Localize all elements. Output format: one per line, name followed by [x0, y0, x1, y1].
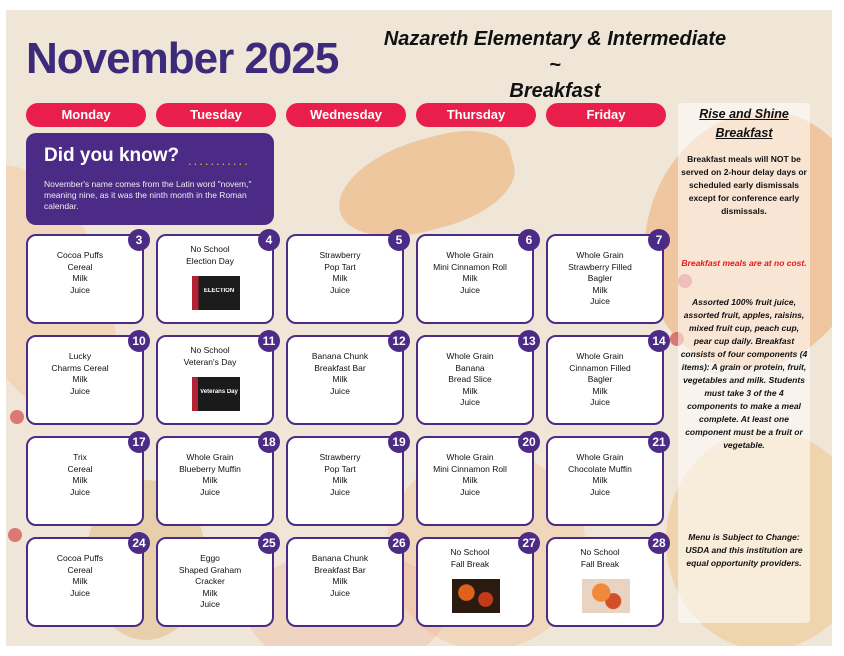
- menu-line: Breakfast Bar: [314, 362, 366, 373]
- calendar-day-cell: [26, 436, 144, 526]
- calendar-day-cell: [546, 436, 664, 526]
- menu-line: Whole Grain: [446, 351, 494, 361]
- day-number-badge: 5: [388, 229, 410, 251]
- menu-line: Eggo: [200, 553, 220, 563]
- calendar-day-cell: [546, 335, 664, 425]
- day-number-badge: 21: [648, 431, 670, 453]
- menu-items: [422, 452, 518, 498]
- menu-line: Juice: [590, 296, 610, 306]
- day-header-wednesday: Wednesday: [286, 103, 406, 127]
- menu-line: Cocoa Puffs: [56, 250, 104, 260]
- menu-line: Juice: [70, 486, 90, 497]
- menu-items: [162, 553, 258, 611]
- menu-line: Mini Cinnamon Roll: [433, 463, 507, 474]
- menu-line: Cereal: [67, 564, 93, 575]
- day-number-badge: 26: [388, 532, 410, 554]
- month-title: November 2025: [26, 34, 339, 83]
- menu-items: [292, 351, 388, 397]
- sidebar-no-cost-note: Breakfast meals are at no cost.: [681, 258, 807, 268]
- menu-line: Strawberry: [319, 452, 361, 462]
- day-header-tuesday: Tuesday: [156, 103, 276, 127]
- did-you-know-title: Did you know?: [44, 145, 180, 166]
- berry-decoration: [8, 528, 22, 542]
- calendar-day-cell: [286, 335, 404, 425]
- menu-line: Milk: [72, 273, 88, 283]
- menu-items: [162, 452, 258, 498]
- calendar-day-cell: [546, 234, 664, 324]
- menu-line: Cinnamon Filled: [569, 362, 631, 373]
- menu-line: Chocolate Muffin: [568, 463, 632, 474]
- menu-line: No School: [580, 547, 620, 557]
- menu-line: Election Day: [186, 255, 234, 266]
- menu-items: [422, 547, 518, 570]
- menu-line: Whole Grain: [576, 250, 624, 260]
- day-header-monday: Monday: [26, 103, 146, 127]
- autumn-leaves-image: [582, 579, 630, 613]
- menu-line: Bagler: [587, 273, 613, 283]
- did-you-know-box: [26, 133, 274, 225]
- menu-line: Juice: [330, 587, 350, 598]
- day-number-badge: 3: [128, 229, 150, 251]
- menu-line: Milk: [72, 576, 88, 586]
- menu-line: Whole Grain: [576, 452, 624, 462]
- day-header-friday: Friday: [546, 103, 666, 127]
- menu-line: Banana: [455, 362, 485, 373]
- menu-line: Fall Break: [450, 558, 490, 569]
- calendar-day-cell: [156, 234, 274, 324]
- menu-line: Juice: [330, 486, 350, 497]
- menu-line: Banana Chunk: [311, 351, 369, 361]
- menu-line: Milk: [332, 374, 348, 384]
- menu-line: Milk: [462, 273, 478, 283]
- day-number-badge: 10: [128, 330, 150, 352]
- menu-line: Cracker: [195, 576, 225, 586]
- day-number-badge: 25: [258, 532, 280, 554]
- menu-line: Juice: [460, 397, 480, 407]
- day-number-badge: 27: [518, 532, 540, 554]
- menu-line: Juice: [330, 284, 350, 295]
- menu-line: Charms Cereal: [51, 362, 109, 373]
- calendar-day-cell: [26, 335, 144, 425]
- school-title-line2: Breakfast: [509, 80, 601, 102]
- menu-line: Milk: [332, 273, 348, 283]
- calendar-day-cell: [156, 436, 274, 526]
- menu-line: Breakfast Bar: [314, 564, 366, 575]
- menu-line: Milk: [202, 587, 218, 598]
- menu-line: Veteran's Day: [183, 356, 237, 367]
- menu-line: No School: [450, 547, 490, 557]
- menu-line: Cocoa Puffs: [56, 553, 104, 563]
- calendar-day-cell: [286, 234, 404, 324]
- menu-items: [292, 452, 388, 498]
- calendar-day-cell: [416, 335, 534, 425]
- image-label: ELECTION: [203, 288, 235, 294]
- day-number-badge: 13: [518, 330, 540, 352]
- menu-line: Pop Tart: [324, 463, 356, 474]
- berry-decoration: [10, 410, 24, 424]
- did-you-know-text: November's name comes from the Latin word "novem," meaning nine, as it was the ninth month in the Roman calendar.: [44, 179, 252, 211]
- day-number-badge: 20: [518, 431, 540, 453]
- menu-items: [292, 553, 388, 599]
- menu-items: [422, 250, 518, 296]
- menu-items: [32, 351, 128, 397]
- sidebar-components-note: Assorted 100% fruit juice, assorted fruit, apples, raisins, mixed fruit cup, peach cup, pear cup daily. Breakfast consists of four components (4 items): A grain or protein, fruit, vegetables and milk. Students must take 3 of the 4 components to make a meal complete. At least one component must be a fruit or vegetable.: [680, 297, 808, 450]
- menu-items: [162, 345, 258, 368]
- menu-line: Bread Slice: [448, 374, 492, 384]
- election-image: [192, 276, 240, 310]
- menu-line: Juice: [70, 385, 90, 396]
- menu-line: Lucky: [68, 351, 92, 361]
- menu-line: Milk: [332, 475, 348, 485]
- sidebar-title-line2: Breakfast: [715, 126, 773, 140]
- menu-line: Whole Grain: [446, 452, 494, 462]
- menu-line: Banana Chunk: [311, 553, 369, 563]
- menu-line: Juice: [460, 284, 480, 295]
- calendar-day-cell: [156, 335, 274, 425]
- sidebar-delay-note: Breakfast meals will NOT be served on 2-hour delay days or scheduled early dismissals except for conference early dismissals.: [681, 154, 807, 216]
- fall-break-image: [452, 579, 500, 613]
- menu-items: [32, 452, 128, 498]
- menu-line: Cereal: [67, 463, 93, 474]
- day-number-badge: 14: [648, 330, 670, 352]
- calendar-day-cell: [156, 537, 274, 627]
- menu-line: Juice: [590, 397, 610, 407]
- menu-line: Juice: [70, 587, 90, 598]
- calendar-day-cell: [286, 436, 404, 526]
- school-title: [380, 26, 730, 104]
- menu-line: Shaped Graham: [178, 564, 242, 575]
- menu-items: [162, 244, 258, 267]
- menu-line: Juice: [200, 599, 220, 609]
- sidebar: [678, 103, 810, 623]
- menu-items: [552, 351, 648, 409]
- menu-line: Juice: [330, 385, 350, 396]
- sidebar-usda-note: Menu is Subject to Change: USDA and this institution are equal opportunity providers.: [685, 532, 803, 568]
- menu-line: Bagler: [587, 374, 613, 384]
- menu-line: Fall Break: [580, 558, 620, 569]
- dotted-accent: ...........: [188, 153, 250, 168]
- menu-line: Trix: [73, 452, 87, 462]
- menu-line: No School: [190, 244, 230, 254]
- menu-line: Whole Grain: [576, 351, 624, 361]
- menu-line: Milk: [592, 385, 608, 396]
- menu-line: Milk: [72, 374, 88, 384]
- menu-line: No School: [190, 345, 230, 355]
- calendar-day-cell: [546, 537, 664, 627]
- calendar-day-cell: [416, 436, 534, 526]
- day-header-thursday: Thursday: [416, 103, 536, 127]
- menu-line: Whole Grain: [186, 452, 234, 462]
- menu-line: Blueberry Muffin: [179, 463, 241, 474]
- menu-items: [32, 250, 128, 296]
- menu-items: [552, 452, 648, 498]
- calendar-day-cell: [416, 537, 534, 627]
- sidebar-title-line1: Rise and Shine: [699, 107, 789, 121]
- menu-line: Juice: [200, 486, 220, 497]
- menu-line: Cereal: [67, 261, 93, 272]
- menu-line: Milk: [592, 475, 608, 485]
- school-title-line1: Nazareth Elementary & Intermediate ~: [383, 28, 727, 76]
- oak-leaf-decoration: [327, 118, 524, 252]
- day-number-badge: 24: [128, 532, 150, 554]
- menu-items: [292, 250, 388, 296]
- menu-line: Juice: [70, 284, 90, 295]
- day-number-badge: 7: [648, 229, 670, 251]
- menu-line: Juice: [460, 486, 480, 497]
- menu-line: Milk: [72, 475, 88, 485]
- menu-line: Milk: [202, 475, 218, 485]
- day-number-badge: 11: [258, 330, 280, 352]
- menu-items: [552, 547, 648, 570]
- menu-line: Milk: [462, 385, 478, 396]
- menu-items: [32, 553, 128, 599]
- day-number-badge: 28: [648, 532, 670, 554]
- day-number-badge: 17: [128, 431, 150, 453]
- menu-line: Whole Grain: [446, 250, 494, 260]
- calendar-day-cell: [416, 234, 534, 324]
- sidebar-title: [678, 105, 810, 143]
- menu-line: Strawberry Filled: [568, 261, 632, 272]
- menu-line: Strawberry: [319, 250, 361, 260]
- day-number-badge: 12: [388, 330, 410, 352]
- menu-line: Milk: [332, 576, 348, 586]
- menu-line: Juice: [590, 486, 610, 497]
- menu-line: Mini Cinnamon Roll: [433, 261, 507, 272]
- day-number-badge: 19: [388, 431, 410, 453]
- calendar-day-cell: [286, 537, 404, 627]
- menu-line: Milk: [462, 475, 478, 485]
- veterans-day-image: [192, 377, 240, 411]
- day-number-badge: 6: [518, 229, 540, 251]
- menu-items: [552, 250, 648, 308]
- day-number-badge: 18: [258, 431, 280, 453]
- image-label: Veterans Day: [200, 389, 238, 395]
- day-number-badge: 4: [258, 229, 280, 251]
- menu-items: [422, 351, 518, 409]
- menu-line: Milk: [592, 284, 608, 295]
- calendar-day-cell: [26, 537, 144, 627]
- menu-line: Pop Tart: [324, 261, 356, 272]
- calendar-day-cell: [26, 234, 144, 324]
